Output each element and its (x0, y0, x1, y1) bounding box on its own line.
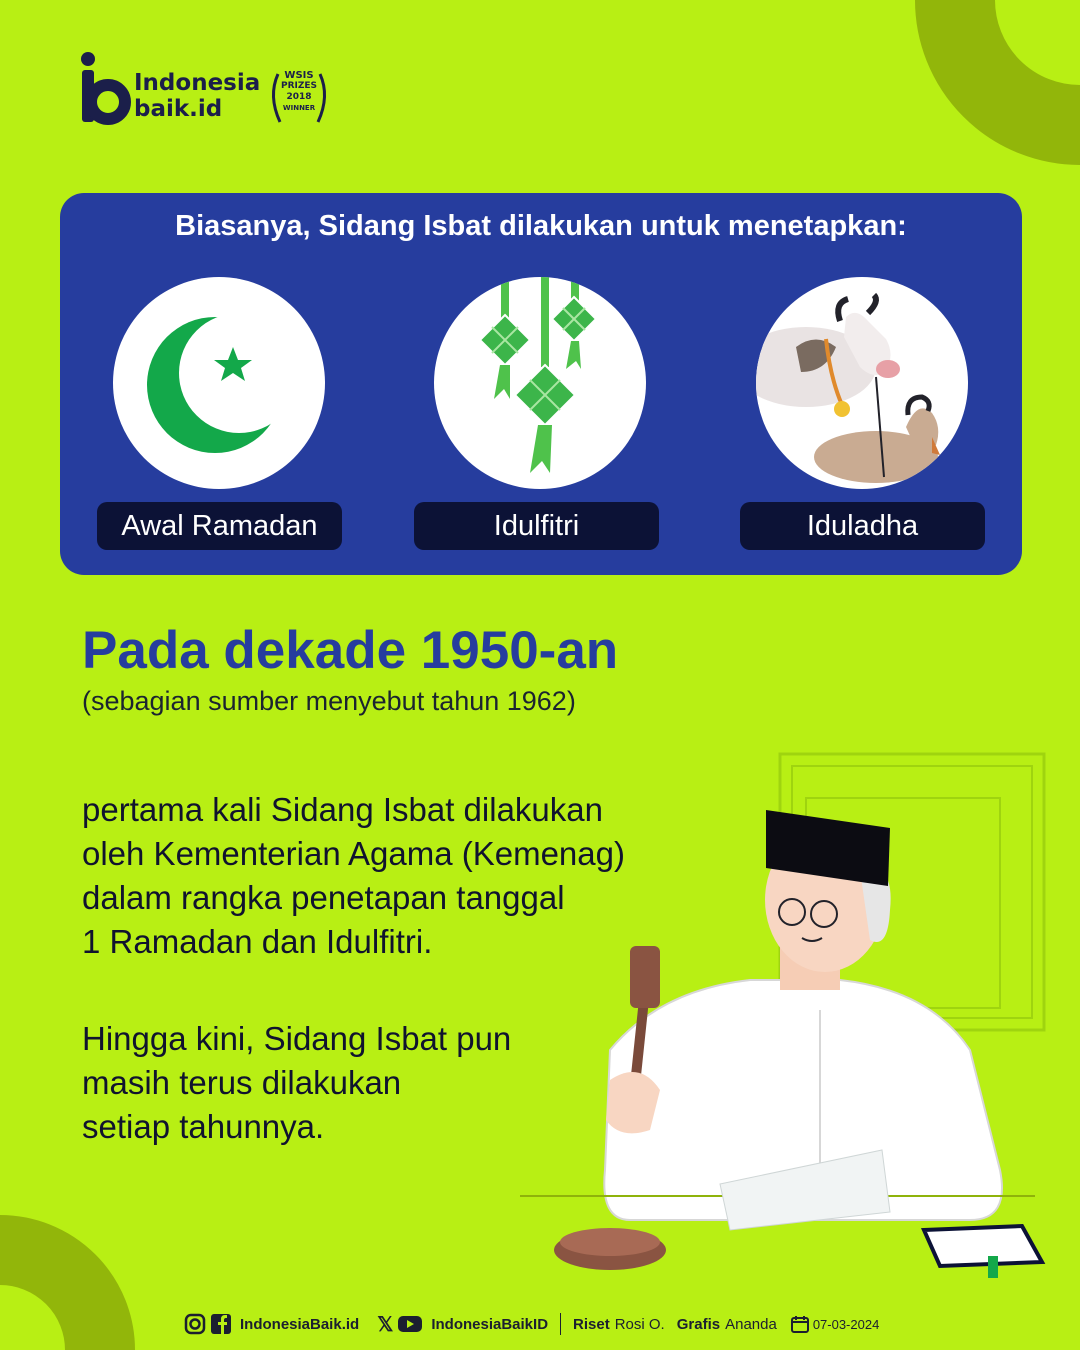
main-heading: Pada dekade 1950-an (82, 621, 619, 680)
footer-grafis-name: Ananda (725, 1315, 777, 1333)
award-prizes: PRIZES (280, 81, 318, 91)
footer-date: 07-03-2024 (812, 1316, 880, 1332)
paragraph1-line3: dalam rangka penetapan tanggal (82, 879, 565, 916)
footer-riset-name: Rosi O. (614, 1315, 665, 1333)
panel-title: Biasanya, Sidang Isbat dilakukan untuk menetapkan: (175, 210, 907, 242)
footer (184, 1310, 879, 1338)
brand-wordmark (134, 70, 260, 122)
wsis-award-badge (266, 66, 332, 132)
cow-goat-icon (756, 277, 968, 489)
label-idulfitri: Idulfitri (414, 502, 659, 550)
label-awal-ramadan: Awal Ramadan (97, 502, 342, 550)
instagram-icon[interactable] (184, 1313, 206, 1335)
ketupat-icon (434, 277, 646, 489)
subheading: (sebagian sumber menyebut tahun 1962) (82, 686, 576, 716)
footer-handle-social[interactable]: IndonesiaBaik.id (240, 1315, 360, 1333)
crescent-star-icon (113, 277, 325, 489)
footer-riset-label: Riset (573, 1315, 610, 1333)
paragraph2-line1: Hingga kini, Sidang Isbat pun (82, 1020, 512, 1057)
idulfitri-illustration (434, 277, 646, 489)
paragraph1-line1: pertama kali Sidang Isbat dilakukan (82, 791, 603, 828)
awal-ramadan-illustration (113, 277, 325, 489)
paragraph1-line2: oleh Kementerian Agama (Kemenag) (82, 835, 625, 872)
official-with-gavel-illustration (510, 750, 1070, 1295)
youtube-icon[interactable] (397, 1314, 423, 1334)
facebook-icon[interactable] (210, 1313, 232, 1335)
calendar-icon (791, 1315, 809, 1333)
bottom-left-arc (0, 1250, 100, 1350)
footer-divider (560, 1313, 561, 1335)
paragraph2-line3: setiap tahunnya. (82, 1108, 325, 1145)
footer-grafis-label: Grafis (676, 1315, 721, 1333)
award-winner: WINNER (282, 104, 316, 112)
paragraph1-line4: 1 Ramadan dan Idulfitri. (82, 923, 433, 960)
award-wsis: WSIS (284, 70, 314, 81)
award-year: 2018 (286, 92, 312, 102)
paragraph-today (82, 1017, 511, 1149)
book (924, 1226, 1042, 1266)
brand-line1: Indonesia (134, 70, 261, 96)
label-iduladha: Iduladha (740, 502, 985, 550)
iduladha-illustration (756, 277, 968, 489)
gavel-head (630, 946, 660, 1008)
top-right-arc (955, 0, 1080, 125)
brand-line2: baik.id (134, 96, 223, 122)
indonesiabaik-logo-mark (80, 50, 132, 128)
x-icon[interactable]: 𝕏 (377, 1313, 394, 1336)
paragraph2-line2: masih terus dilakukan (82, 1064, 402, 1101)
footer-handle-video[interactable]: IndonesiaBaikID (431, 1315, 549, 1333)
